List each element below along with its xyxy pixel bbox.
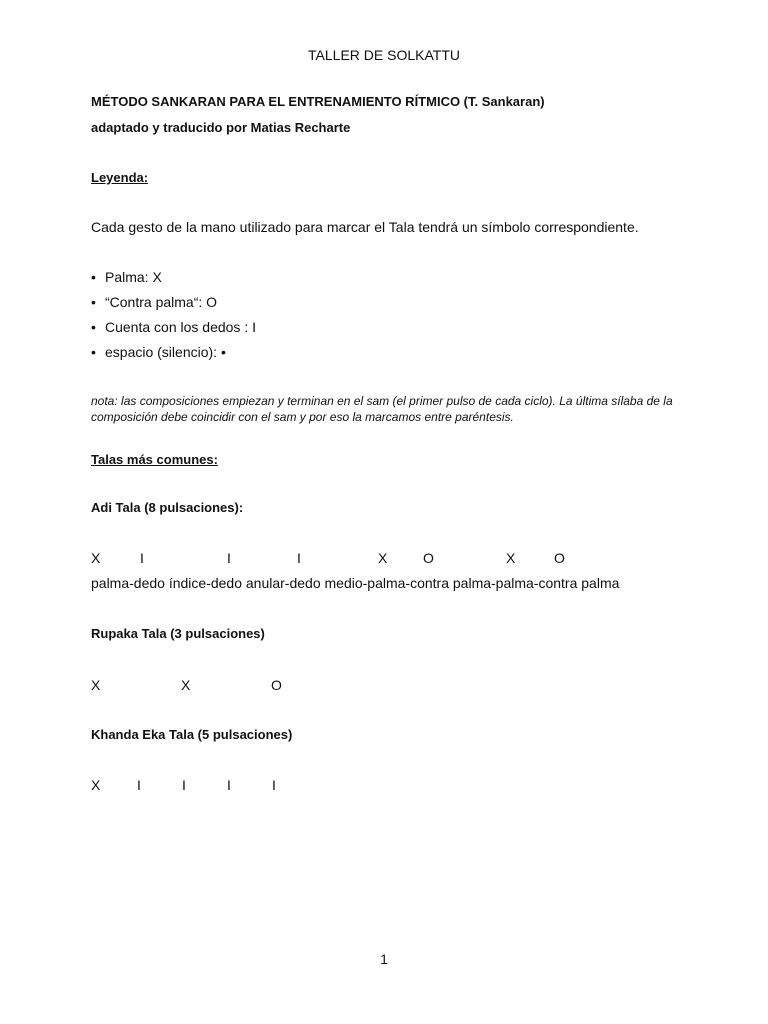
bullet-icon: • bbox=[91, 344, 96, 360]
khanda-eka-tala-symbols bbox=[0, 777, 768, 797]
legend-item-cuenta bbox=[91, 319, 256, 335]
talas-heading: Talas más comunes: bbox=[91, 452, 218, 467]
adi-tala-symbols bbox=[0, 550, 768, 570]
bullet-icon: • bbox=[91, 319, 96, 335]
khanda-eka-tala-title: Khanda Eka Tala (5 pulsaciones) bbox=[91, 727, 293, 742]
tala-symbol: O bbox=[271, 677, 282, 693]
legend-item-text: “Contra palma“: O bbox=[105, 294, 218, 310]
tala-symbol: I bbox=[137, 777, 141, 793]
legend-item-text: Cuenta con los dedos : I bbox=[105, 319, 256, 335]
tala-symbol: I bbox=[297, 550, 301, 566]
legend-item-espacio bbox=[91, 344, 226, 360]
tala-symbol: I bbox=[182, 777, 186, 793]
tala-symbol: X bbox=[91, 677, 101, 693]
composition-note: nota: las composiciones empiezan y terminan en el sam (el primer pulso de cada ciclo). La última sílaba de la composición debe coincidir con el sam y por eso la marcamos entre paréntesis. bbox=[91, 394, 673, 424]
tala-symbol: O bbox=[423, 550, 434, 566]
page-number: 1 bbox=[380, 951, 388, 967]
tala-symbol: I bbox=[140, 550, 144, 566]
tala-symbol: I bbox=[227, 777, 231, 793]
rupaka-tala-symbols bbox=[0, 677, 768, 697]
tala-symbol: O bbox=[554, 550, 565, 566]
rupaka-tala-title: Rupaka Tala (3 pulsaciones) bbox=[91, 626, 265, 641]
author-credit: adaptado y traducido por Matias Recharte bbox=[91, 120, 351, 135]
legend-item-contra-palma bbox=[91, 294, 217, 310]
legend-description: Cada gesto de la mano utilizado para marcar el Tala tendrá un símbolo correspondiente. bbox=[91, 219, 639, 235]
adi-tala-title: Adi Tala (8 pulsaciones): bbox=[91, 500, 244, 515]
bullet-icon: • bbox=[91, 269, 96, 285]
legend-heading: Leyenda: bbox=[91, 170, 149, 185]
tala-symbol: X bbox=[91, 550, 101, 566]
method-title: MÉTODO SANKARAN PARA EL ENTRENAMIENTO RÍTMICO (T. Sankaran) bbox=[91, 94, 545, 109]
adi-tala-gloss: palma-dedo índice-dedo anular-dedo medio-palma-contra palma-palma-contra palma bbox=[91, 575, 620, 591]
tala-symbol: X bbox=[378, 550, 388, 566]
tala-symbol: X bbox=[91, 777, 101, 793]
document-title: TALLER DE SOLKATTU bbox=[308, 47, 460, 63]
tala-symbol: I bbox=[272, 777, 276, 793]
bullet-icon: • bbox=[91, 294, 96, 310]
tala-symbol: I bbox=[227, 550, 231, 566]
legend-item-palma bbox=[91, 269, 162, 285]
legend-item-text: espacio (silencio): • bbox=[105, 344, 226, 360]
tala-symbol: X bbox=[181, 677, 191, 693]
tala-symbol: X bbox=[506, 550, 516, 566]
legend-item-text: Palma: X bbox=[105, 269, 162, 285]
